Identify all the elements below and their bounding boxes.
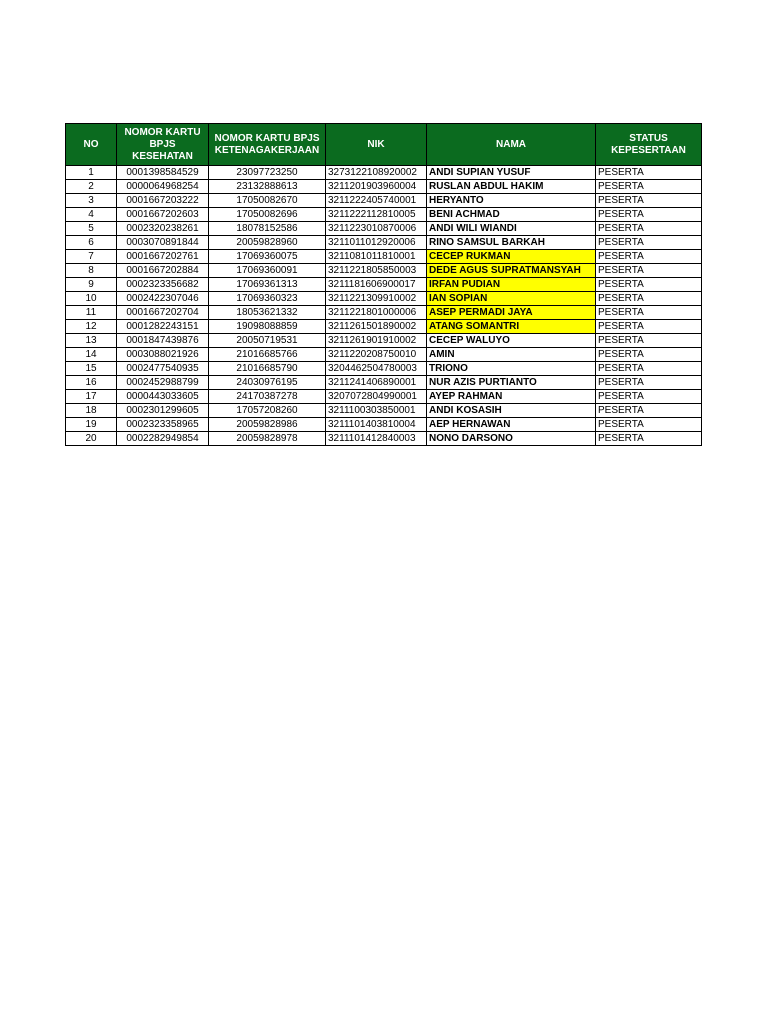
cell-nama: DEDE AGUS SUPRATMANSYAH xyxy=(427,264,596,278)
cell-status: PESERTA xyxy=(596,250,702,264)
cell-nik: 3211100303850001 xyxy=(326,404,427,418)
table-body xyxy=(66,166,702,446)
cell-status: PESERTA xyxy=(596,320,702,334)
cell-bpjs-kesehatan: 0003088021926 xyxy=(117,348,209,362)
cell-nik: 3211201903960004 xyxy=(326,180,427,194)
cell-nama: AMIN xyxy=(427,348,596,362)
cell-bpjs-ketenagakerjaan: 17050082696 xyxy=(209,208,326,222)
cell-status: PESERTA xyxy=(596,390,702,404)
table-row xyxy=(66,264,702,278)
cell-nama: NUR AZIS PURTIANTO xyxy=(427,376,596,390)
cell-bpjs-ketenagakerjaan: 18053621332 xyxy=(209,306,326,320)
cell-nama: ATANG SOMANTRI xyxy=(427,320,596,334)
cell-nama: HERYANTO xyxy=(427,194,596,208)
table-row xyxy=(66,418,702,432)
cell-bpjs-kesehatan: 0001667202761 xyxy=(117,250,209,264)
table-row xyxy=(66,292,702,306)
table-row xyxy=(66,320,702,334)
cell-bpjs-ketenagakerjaan: 20059828978 xyxy=(209,432,326,446)
cell-status: PESERTA xyxy=(596,362,702,376)
cell-no: 11 xyxy=(66,306,117,320)
cell-bpjs-kesehatan: 0002452988799 xyxy=(117,376,209,390)
table-row xyxy=(66,180,702,194)
cell-no: 17 xyxy=(66,390,117,404)
cell-nama: RUSLAN ABDUL HAKIM xyxy=(427,180,596,194)
cell-status: PESERTA xyxy=(596,236,702,250)
table-row xyxy=(66,334,702,348)
table-header-row xyxy=(66,124,702,166)
cell-bpjs-kesehatan: 0001667203222 xyxy=(117,194,209,208)
cell-bpjs-ketenagakerjaan: 24030976195 xyxy=(209,376,326,390)
cell-no: 19 xyxy=(66,418,117,432)
cell-nama: IRFAN PUDIAN xyxy=(427,278,596,292)
header-no: NO xyxy=(66,124,117,166)
cell-no: 16 xyxy=(66,376,117,390)
table-row xyxy=(66,362,702,376)
header-nama: NAMA xyxy=(427,124,596,166)
cell-no: 5 xyxy=(66,222,117,236)
cell-status: PESERTA xyxy=(596,278,702,292)
cell-nik: 3211221805850003 xyxy=(326,264,427,278)
cell-no: 4 xyxy=(66,208,117,222)
cell-nama: ANDI KOSASIH xyxy=(427,404,596,418)
table-row xyxy=(66,376,702,390)
cell-status: PESERTA xyxy=(596,306,702,320)
cell-bpjs-kesehatan: 0001847439876 xyxy=(117,334,209,348)
cell-status: PESERTA xyxy=(596,194,702,208)
cell-bpjs-kesehatan: 0001667202884 xyxy=(117,264,209,278)
cell-bpjs-ketenagakerjaan: 17057208260 xyxy=(209,404,326,418)
cell-status: PESERTA xyxy=(596,208,702,222)
cell-nama: TRIONO xyxy=(427,362,596,376)
cell-status: PESERTA xyxy=(596,348,702,362)
table-row xyxy=(66,432,702,446)
cell-bpjs-ketenagakerjaan: 20050719531 xyxy=(209,334,326,348)
table-row xyxy=(66,194,702,208)
cell-no: 15 xyxy=(66,362,117,376)
header-bpjs-ketenagakerjaan: NOMOR KARTU BPJS KETENAGAKERJAAN xyxy=(209,124,326,166)
cell-nama: BENI ACHMAD xyxy=(427,208,596,222)
cell-nama: AEP HERNAWAN xyxy=(427,418,596,432)
cell-bpjs-ketenagakerjaan: 17069361313 xyxy=(209,278,326,292)
cell-nik: 3211221801000006 xyxy=(326,306,427,320)
header-nik: NIK xyxy=(326,124,427,166)
cell-bpjs-kesehatan: 0002477540935 xyxy=(117,362,209,376)
cell-bpjs-kesehatan: 0001667202603 xyxy=(117,208,209,222)
cell-bpjs-ketenagakerjaan: 19098088859 xyxy=(209,320,326,334)
cell-nama: ANDI SUPIAN YUSUF xyxy=(427,166,596,180)
cell-nik: 3211241406890001 xyxy=(326,376,427,390)
cell-status: PESERTA xyxy=(596,334,702,348)
cell-nik: 3211081011810001 xyxy=(326,250,427,264)
cell-nik: 3211181606900017 xyxy=(326,278,427,292)
cell-status: PESERTA xyxy=(596,432,702,446)
cell-bpjs-ketenagakerjaan: 21016685766 xyxy=(209,348,326,362)
cell-bpjs-kesehatan: 0002282949854 xyxy=(117,432,209,446)
header-status-kepesertaan: STATUS KEPESERTAAN xyxy=(596,124,702,166)
cell-bpjs-kesehatan: 0002320238261 xyxy=(117,222,209,236)
table-row xyxy=(66,404,702,418)
cell-nik: 3211101403810004 xyxy=(326,418,427,432)
cell-no: 8 xyxy=(66,264,117,278)
cell-bpjs-ketenagakerjaan: 17050082670 xyxy=(209,194,326,208)
cell-no: 18 xyxy=(66,404,117,418)
cell-nama: IAN SOPIAN xyxy=(427,292,596,306)
cell-nik: 3211223010870006 xyxy=(326,222,427,236)
cell-status: PESERTA xyxy=(596,404,702,418)
cell-status: PESERTA xyxy=(596,166,702,180)
cell-bpjs-kesehatan: 0000064968254 xyxy=(117,180,209,194)
table-row xyxy=(66,208,702,222)
cell-no: 20 xyxy=(66,432,117,446)
cell-nik: 3211261901910002 xyxy=(326,334,427,348)
cell-bpjs-kesehatan: 0001667202704 xyxy=(117,306,209,320)
cell-no: 1 xyxy=(66,166,117,180)
cell-bpjs-ketenagakerjaan: 24170387278 xyxy=(209,390,326,404)
cell-nama: CECEP WALUYO xyxy=(427,334,596,348)
cell-nama: RINO SAMSUL BARKAH xyxy=(427,236,596,250)
cell-bpjs-kesehatan: 0002323358965 xyxy=(117,418,209,432)
cell-nama: AYEP RAHMAN xyxy=(427,390,596,404)
cell-bpjs-ketenagakerjaan: 23097723250 xyxy=(209,166,326,180)
cell-nik: 3211261501890002 xyxy=(326,320,427,334)
table-row xyxy=(66,222,702,236)
table-row xyxy=(66,390,702,404)
cell-bpjs-kesehatan: 0003070891844 xyxy=(117,236,209,250)
cell-bpjs-ketenagakerjaan: 17069360091 xyxy=(209,264,326,278)
cell-status: PESERTA xyxy=(596,264,702,278)
cell-bpjs-kesehatan: 0002301299605 xyxy=(117,404,209,418)
cell-nik: 3211222405740001 xyxy=(326,194,427,208)
cell-bpjs-ketenagakerjaan: 17069360075 xyxy=(209,250,326,264)
header-bpjs-kesehatan: NOMOR KARTU BPJS KESEHATAN xyxy=(117,124,209,166)
cell-bpjs-kesehatan: 0000443033605 xyxy=(117,390,209,404)
cell-no: 6 xyxy=(66,236,117,250)
cell-nama: CECEP RUKMAN xyxy=(427,250,596,264)
cell-no: 12 xyxy=(66,320,117,334)
cell-bpjs-kesehatan: 0002422307046 xyxy=(117,292,209,306)
cell-bpjs-kesehatan: 0001282243151 xyxy=(117,320,209,334)
cell-no: 3 xyxy=(66,194,117,208)
table-row xyxy=(66,250,702,264)
cell-status: PESERTA xyxy=(596,180,702,194)
cell-status: PESERTA xyxy=(596,376,702,390)
cell-bpjs-ketenagakerjaan: 18078152586 xyxy=(209,222,326,236)
cell-bpjs-ketenagakerjaan: 17069360323 xyxy=(209,292,326,306)
cell-nik: 3211011012920006 xyxy=(326,236,427,250)
cell-no: 13 xyxy=(66,334,117,348)
cell-nik: 3211221309910002 xyxy=(326,292,427,306)
cell-status: PESERTA xyxy=(596,222,702,236)
cell-nik: 3207072804990001 xyxy=(326,390,427,404)
cell-status: PESERTA xyxy=(596,418,702,432)
table-row xyxy=(66,306,702,320)
cell-bpjs-kesehatan: 0001398584529 xyxy=(117,166,209,180)
cell-nama: NONO DARSONO xyxy=(427,432,596,446)
cell-no: 7 xyxy=(66,250,117,264)
cell-no: 9 xyxy=(66,278,117,292)
participant-table xyxy=(65,123,702,446)
cell-nik: 3211222112810005 xyxy=(326,208,427,222)
cell-bpjs-kesehatan: 0002323356682 xyxy=(117,278,209,292)
cell-nik: 3273122108920002 xyxy=(326,166,427,180)
cell-bpjs-ketenagakerjaan: 20059828960 xyxy=(209,236,326,250)
table-row xyxy=(66,166,702,180)
table-row xyxy=(66,278,702,292)
cell-nama: ASEP PERMADI JAYA xyxy=(427,306,596,320)
cell-bpjs-ketenagakerjaan: 23132888613 xyxy=(209,180,326,194)
cell-status: PESERTA xyxy=(596,292,702,306)
cell-no: 14 xyxy=(66,348,117,362)
cell-no: 10 xyxy=(66,292,117,306)
cell-bpjs-ketenagakerjaan: 21016685790 xyxy=(209,362,326,376)
cell-nama: ANDI WILI WIANDI xyxy=(427,222,596,236)
table-row xyxy=(66,236,702,250)
cell-nik: 3204462504780003 xyxy=(326,362,427,376)
cell-nik: 3211220208750010 xyxy=(326,348,427,362)
cell-no: 2 xyxy=(66,180,117,194)
table-row xyxy=(66,348,702,362)
cell-bpjs-ketenagakerjaan: 20059828986 xyxy=(209,418,326,432)
cell-nik: 3211101412840003 xyxy=(326,432,427,446)
